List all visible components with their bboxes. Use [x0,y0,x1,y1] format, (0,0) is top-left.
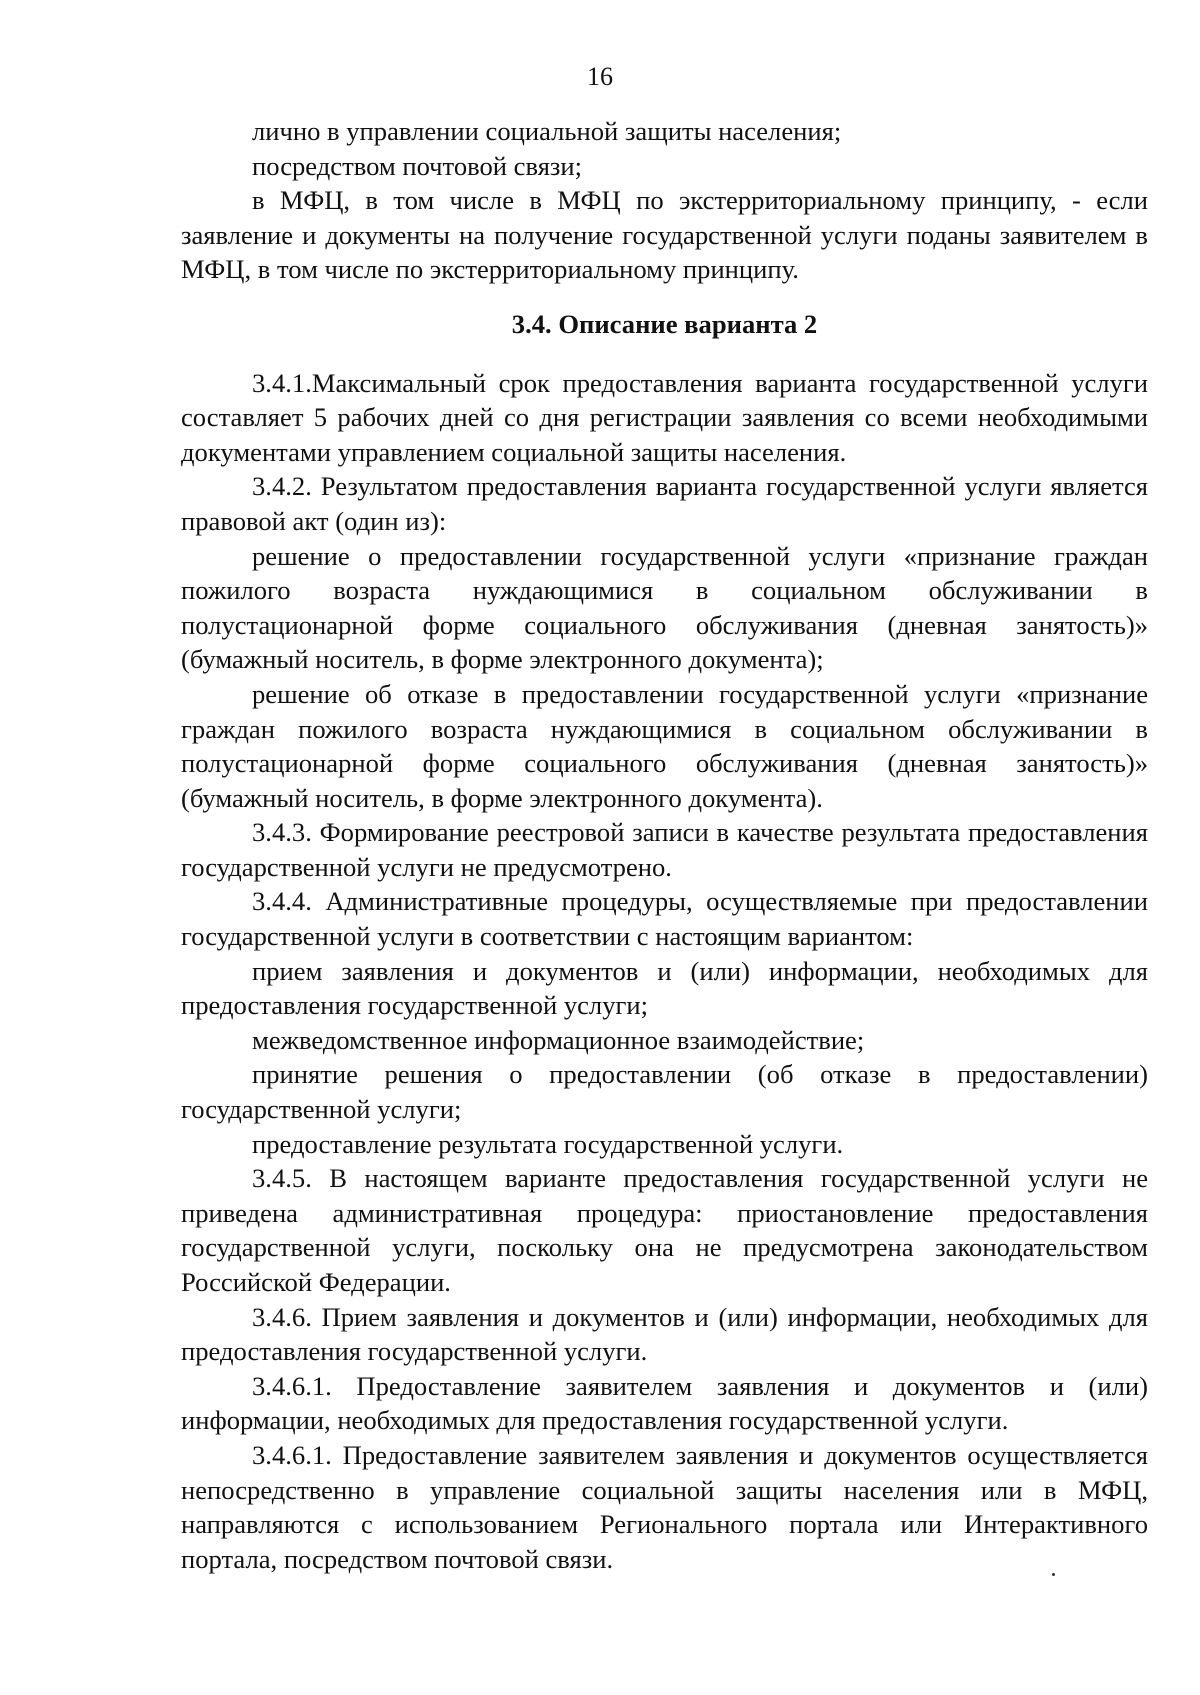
paragraph-3-4-4: 3.4.4. Административные процедуры, осуществляемые при предоставлении государственной услуги в соответствии с настоящим вариантом: [181,886,1148,952]
paragraph-3-4-5: 3.4.5. В настоящем варианте предоставления государственной услуги не приведена административная процедура: приостановление предоставления государственной услуги, поскольку она не предусмотрена законодательством Российской Федерации. [181,1163,1148,1297]
section-heading: 3.4. Описание варианта 2 [511,308,818,339]
paragraph-decision-grant: решение о предоставлении государственной услуги «признание граждан пожилого возраста нуждающимися в социальном обслуживании в полустационарной форме социального обслуживания (дневная занятость)» (бумажный носитель, в форме электронного документа); [181,540,1148,675]
paragraph-procedure-decision: принятие решения о предоставлении (об отказе в предоставлении) государственной услуги; [181,1059,1148,1125]
scan-speck [1052,1573,1055,1576]
paragraph-delivery-postal: посредством почтовой связи; [252,150,583,181]
paragraph-delivery-personal: лично в управлении социальной защиты населения; [252,116,842,146]
page-number: 16 [587,62,613,91]
document-body [181,114,1148,1576]
paragraph-3-4-6-1-b: 3.4.6.1. Предоставление заявителем заявления и документов осуществляется непосредственно в управление социальной защиты населения или в МФЦ, направляются с использованием Регионального портала или Интерактивного портала, посредством почтовой связи. [181,1439,1148,1574]
paragraph-3-4-1: 3.4.1.Максимальный срок предоставления варианта государственной услуги составляет 5 рабочих дней со дня регистрации заявления со всеми необходимыми документами управлением социальной защиты населения. [181,367,1148,467]
paragraph-decision-refusal: решение об отказе в предоставлении государственной услуги «признание граждан пожилого возраста нуждающимися в социальном обслуживании в полустационарной форме социального обслуживания (дневная занятость)» (бумажный носитель, в форме электронного документа). [181,678,1148,813]
paragraph-3-4-6: 3.4.6. Прием заявления и документов и (или) информации, необходимых для предоставления государственной услуги. [181,1301,1148,1367]
paragraph-3-4-6-1-a: 3.4.6.1. Предоставление заявителем заявления и документов и (или) информации, необходимых для предоставления государственной услуги. [181,1370,1148,1436]
paragraph-3-4-2: 3.4.2. Результатом предоставления варианта государственной услуги является правовой акт (один из): [181,471,1148,536]
paragraph-delivery-mfc: в МФЦ, в том числе в МФЦ по экстерриториальному принципу, - если заявление и документы на получение государственной услуги поданы заявителем в МФЦ, в том числе по экстерриториальному принципу. [181,185,1148,285]
paragraph-3-4-3: 3.4.3. Формирование реестровой записи в качестве результата предоставления государственной услуги не предусмотрено. [181,817,1148,882]
paragraph-procedure-result: предоставление результата государственной услуги. [252,1128,844,1159]
paragraph-procedure-intake: прием заявления и документов и (или) информации, необходимых для предоставления государственной услуги; [181,955,1148,1021]
paragraph-procedure-interagency: межведомственное информационное взаимодействие; [252,1024,865,1055]
